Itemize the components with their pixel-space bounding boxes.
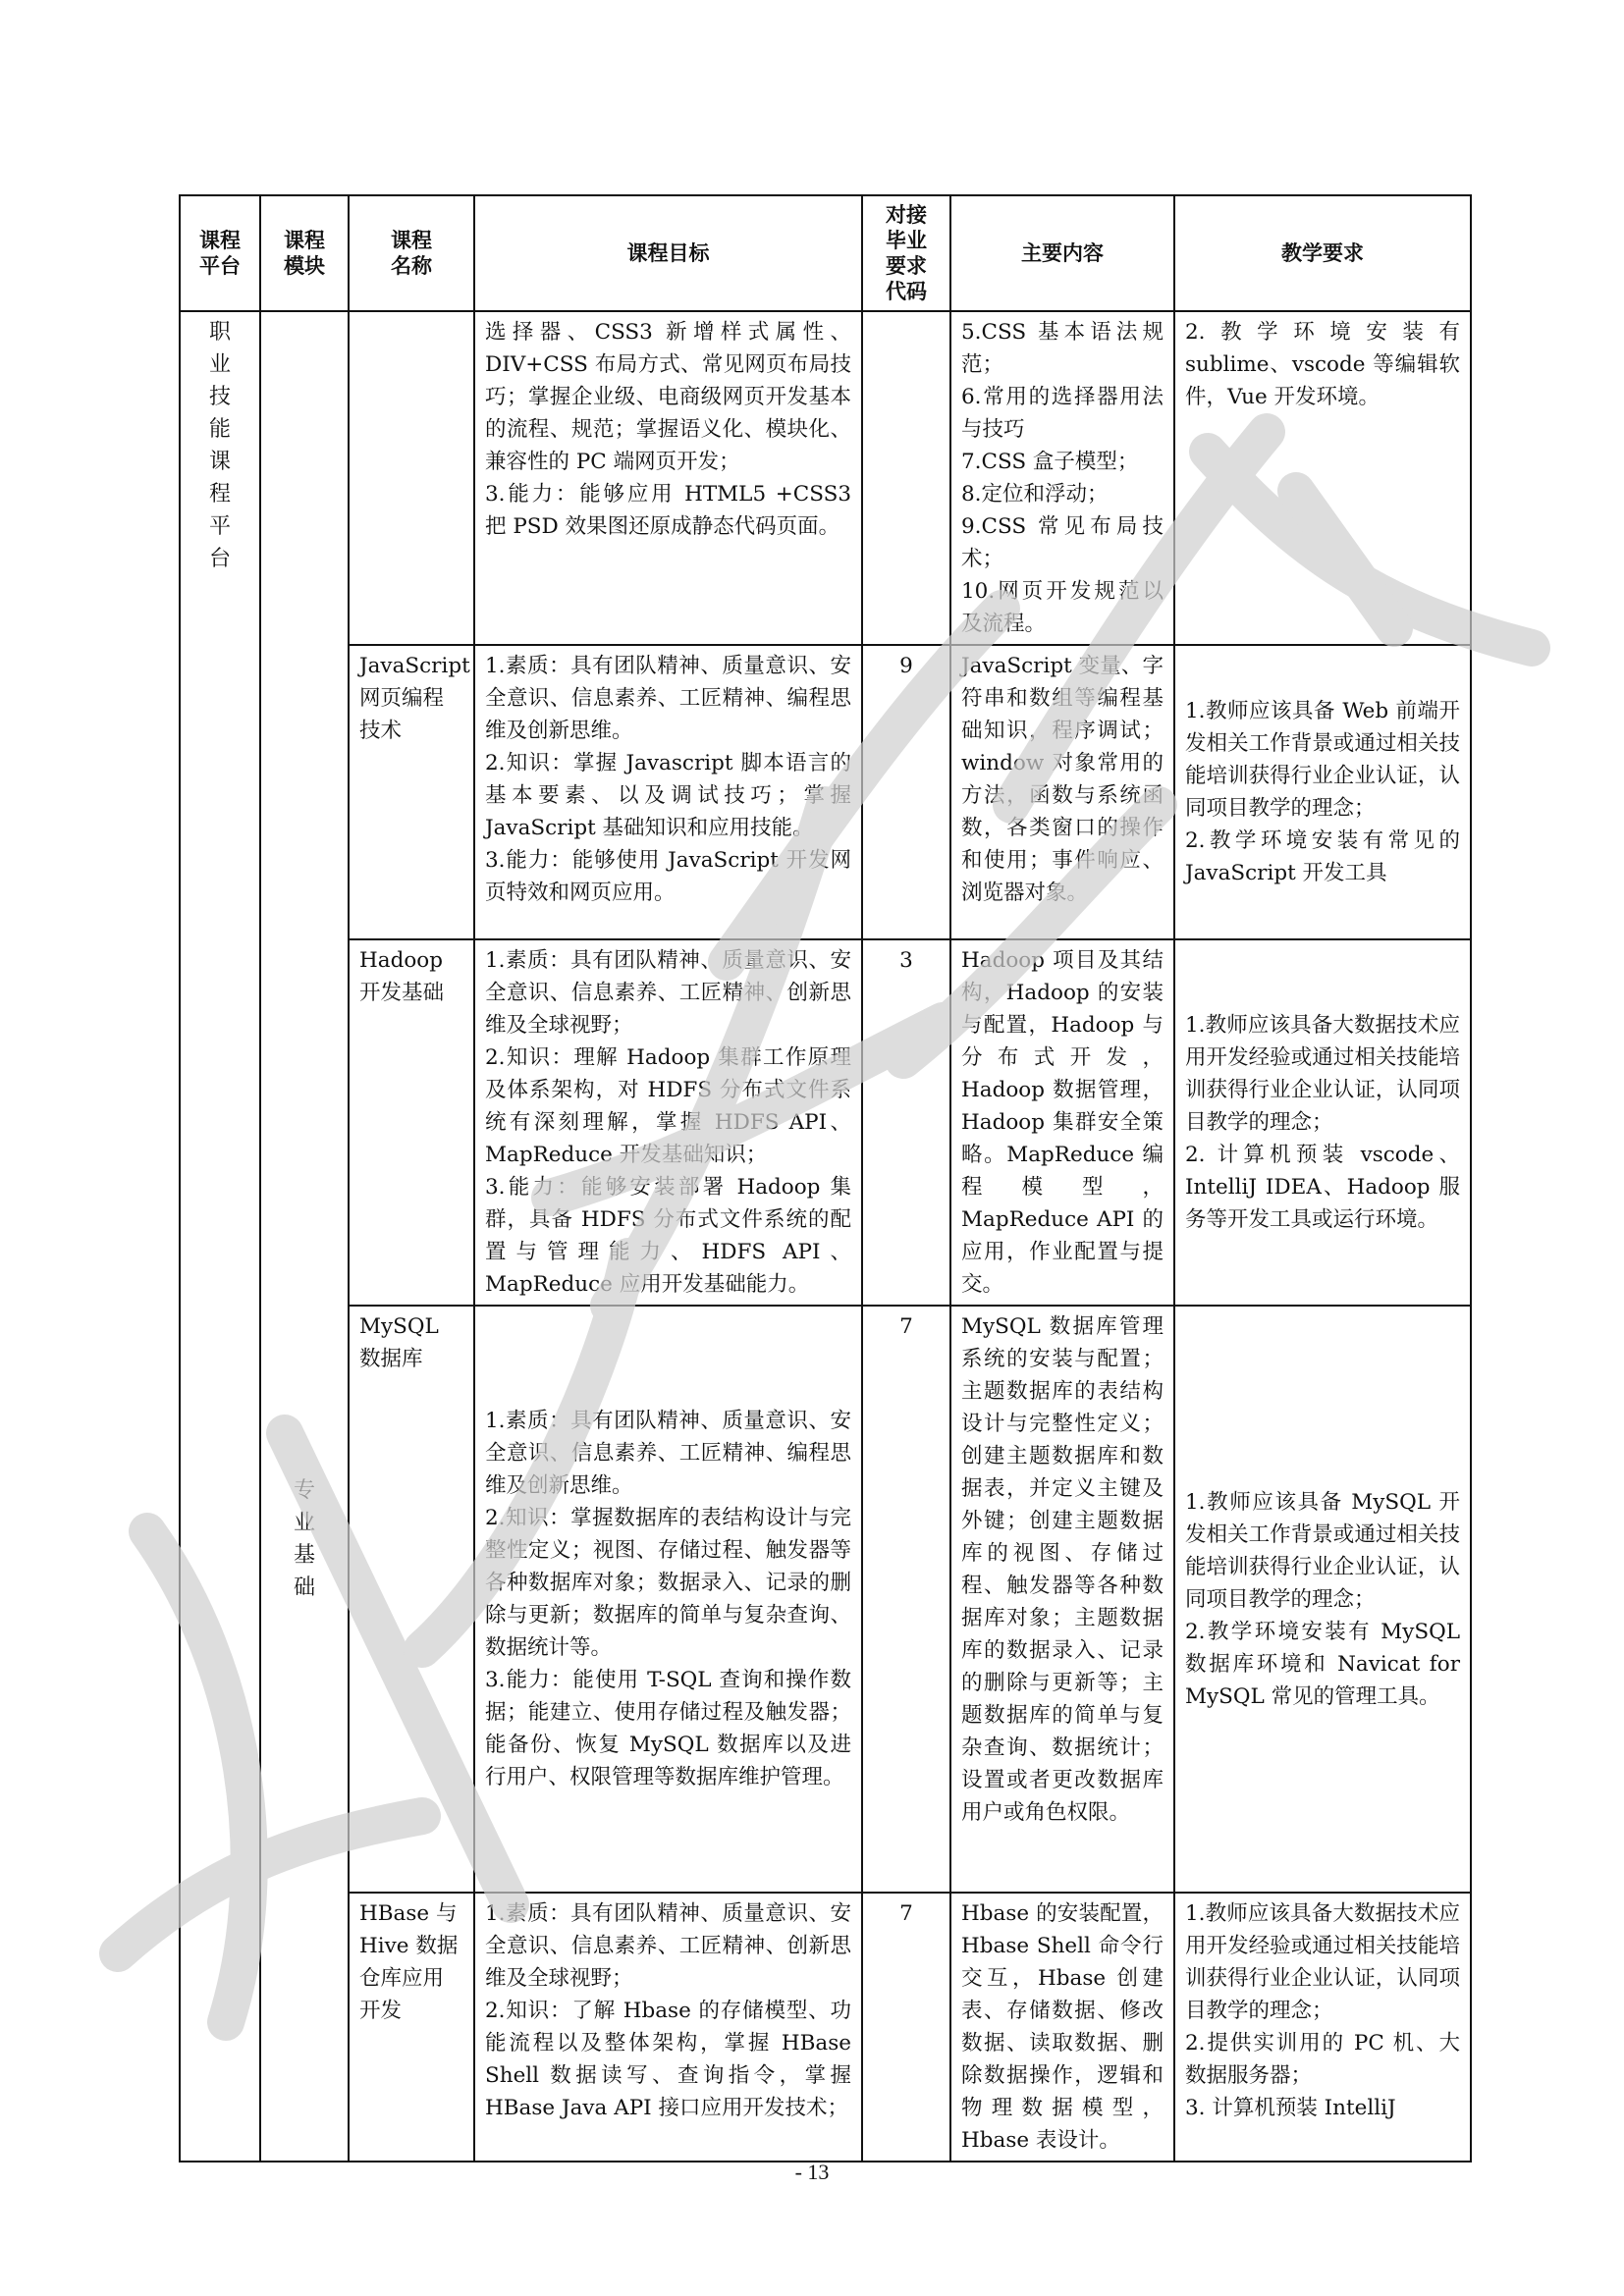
table-row [180,645,1471,939]
table-row [180,939,1471,1306]
header-platform: 课程 平台 [180,195,260,311]
course-name: MySQL 数据库 [349,1306,474,1893]
course-req: 1.教师应该具备大数据技术应用开发经验或通过相关技能培训获得行业企业认证，认同项目教学的理念； 2.提供实训用的 PC 机、大数据服务器； 3. 计算机预装 IntelliJ [1174,1893,1471,2162]
course-name [349,311,474,645]
course-name: JavaScript 网页编程技术 [349,645,474,939]
course-req: 1.教师应该具备大数据技术应用开发经验或通过相关技能培训获得行业企业认证，认同项目教学的理念； 2. 计算机预装 vscode、IntelliJ IDEA、Hadoop 服务等开发工具或运行环境。 [1174,939,1471,1306]
course-req: 1.教师应该具备 MySQL 开发相关工作背景或通过相关技能培训获得行业企业认证，认同项目教学的理念； 2.教学环境安装有 MySQL 数据库环境和 Navicat for MySQL 常见的管理工具。 [1174,1306,1471,1893]
header-content: 主要内容 [950,195,1174,311]
header-name: 课程 名称 [349,195,474,311]
course-req: 2.教学环境安装有 sublime、vscode 等编辑软件，Vue 开发环境。 [1174,311,1471,645]
table-row [180,1893,1471,2162]
header-code: 对接 毕业 要求 代码 [862,195,950,311]
header-req: 教学要求 [1174,195,1471,311]
header-module: 课程 模块 [260,195,349,311]
course-content: Hadoop 项目及其结构，Hadoop 的安装与配置，Hadoop 与分布式开发，Hadoop 数据管理，Hadoop 集群安全策略。MapReduce 编程模型，MapReduce API 的应用，作业配置与提交。 [950,939,1174,1306]
course-code: 7 [862,1893,950,2162]
platform-cell: 职业技能课程平台 [180,311,260,2162]
table-row [180,311,1471,645]
course-req: 1.教师应该具备 Web 前端开发相关工作背景或通过相关技能培训获得行业企业认证，认同项目教学的理念； 2.教学环境安装有常见的 JavaScript 开发工具 [1174,645,1471,939]
header-goal: 课程目标 [474,195,862,311]
table-header-row [180,195,1471,311]
course-goal: 1.素质：具有团队精神、质量意识、安全意识、信息素养、工匠精神、创新思维及全球视野； 2.知识：理解 Hadoop 集群工作原理及体系架构，对 HDFS 分布式文件系统有深刻理解，掌握 HDFS API、MapReduce 开发基础知识； 3.能力：能够安装部署 Hadoop 集群，具备 HDFS 分布式文件系统的配置与管理能力、HDFS API、MapReduce 应用开发基础能力。 [474,939,862,1306]
course-content: 5.CSS 基本语法规范； 6.常用的选择器用法与技巧 7.CSS 盒子模型； 8.定位和浮动； 9.CSS 常见布局技术； 10.网页开发规范以及流程。 [950,311,1174,645]
course-goal: 1.素质：具有团队精神、质量意识、安全意识、信息素养、工匠精神、创新思维及全球视野； 2.知识：了解 Hbase 的存储模型、功能流程以及整体架构，掌握 HBase Shell 数据读写、查询指令，掌握 HBase Java API 接口应用开发技术； [474,1893,862,2162]
page-number: - 13 [794,2160,830,2184]
course-code: 3 [862,939,950,1306]
course-code: 7 [862,1306,950,1893]
module-cell: 专业基础 [260,311,349,2162]
course-goal: 1.素质：具有团队精神、质量意识、安全意识、信息素养、工匠精神、编程思维及创新思维。 2.知识：掌握数据库的表结构设计与完整性定义；视图、存储过程、触发器等各种数据库对象；数据录入、记录的删除与更新；数据库的简单与复杂查询、数据统计等。 3.能力：能使用 T-SQL 查询和操作数据；能建立、使用存储过程及触发器；能备份、恢复 MySQL 数据库以及进行用户、权限管理等数据库维护管理。 [474,1306,862,1893]
course-content: JavaScript 变量、字符串和数组等编程基础知识，程序调试；window 对象常用的方法，函数与系统函数，各类窗口的操作和使用；事件响应、浏览器对象。 [950,645,1174,939]
course-content: MySQL 数据库管理系统的安装与配置；主题数据库的表结构设计与完整性定义；创建主题数据库和数据表，并定义主键及外键；创建主题数据库的视图、存储过程、触发器等各种数据库对象；主题数据库的数据录入、记录的删除与更新等；主题数据库的简单与复杂查询、数据统计；设置或者更改数据库用户或角色权限。 [950,1306,1174,1893]
course-code: 9 [862,645,950,939]
course-code [862,311,950,645]
table-row [180,1306,1471,1893]
course-goal: 1.素质：具有团队精神、质量意识、安全意识、信息素养、工匠精神、编程思维及创新思维。 2.知识：掌握 Javascript 脚本语言的基本要素、以及调试技巧；掌握 JavaScript 基础知识和应用技能。 3.能力：能够使用 JavaScript 开发网页特效和网页应用。 [474,645,862,939]
course-table [179,194,1472,2163]
course-content: Hbase 的安装配置，Hbase Shell 命令行交互，Hbase 创建表、存储数据、修改数据、读取数据、删除数据操作，逻辑和物理数据模型，Hbase 表设计。 [950,1893,1174,2162]
course-goal: 选择器、CSS3 新增样式属性、DIV+CSS 布局方式、常见网页布局技巧；掌握企业级、电商级网页开发基本的流程、规范；掌握语义化、模块化、兼容性的 PC 端网页开发； 3.能力：能够应用 HTML5 +CSS3 把 PSD 效果图还原成静态代码页面。 [474,311,862,645]
course-name: HBase 与 Hive 数据仓库应用开发 [349,1893,474,2162]
course-name: Hadoop开发基础 [349,939,474,1306]
